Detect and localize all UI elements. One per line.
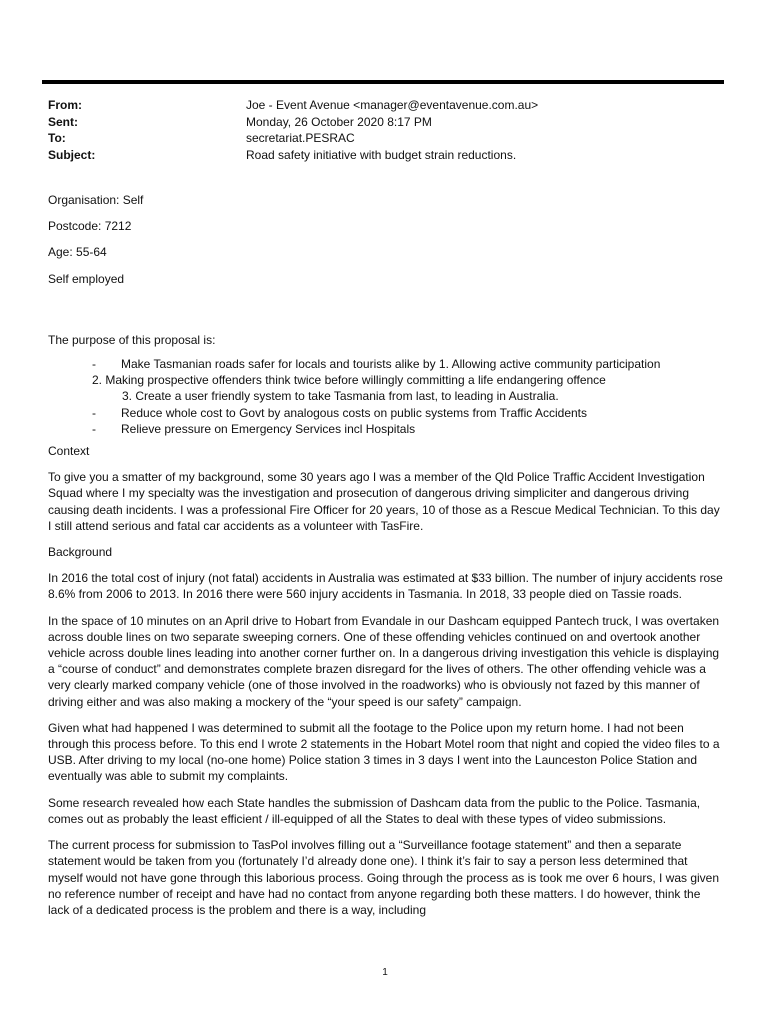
- header-rule: [42, 80, 724, 84]
- background-paragraph-3: Given what had happened I was determined to submit all the footage to the Police upon my return home. I had not been through this process before. To this end I wrote 2 statements in the Hobart Motel room that night and copied the video files to a USB. After driving to my local (no-one home) Police station 3 times in 3 days I went into the Launceston Police Station and eventually was able to submit my complaints.: [48, 720, 720, 784]
- email-body: [48, 192, 724, 928]
- bullet-text: Relieve pressure on Emergency Services incl Hospitals: [121, 421, 416, 436]
- sent-value: Monday, 26 October 2020 8:17 PM: [246, 114, 432, 129]
- context-heading: Context: [48, 444, 90, 459]
- background-paragraph-2: In the space of 10 minutes on an April drive to Hobart from Evandale in our Dashcam equipped Pantech truck, I was overtaken across double lines on two separate sweeping corners. One of these offending vehicles continued on and overtook another vehicle across double lines leading into another corner further on. In a dangerous driving investigation this vehicle is displaying a “course of conduct” and demonstrates complete brazen disregard for the lives of others. The other offending vehicle was a very clearly marked company vehicle (one of those involved in the roadworks) who is obviously not fazed by this manner of driving either and was also making a mockery of the “your speed is our safety” campaign.: [48, 613, 720, 709]
- to-row: [48, 130, 724, 147]
- purpose-intro: The purpose of this proposal is:: [48, 332, 216, 347]
- list-item: [48, 421, 724, 437]
- from-value: Joe - Event Avenue <manager@eventavenue.com.au>: [246, 98, 539, 112]
- sent-row: [48, 114, 724, 131]
- purpose-list: [48, 356, 724, 437]
- background-heading: Background: [48, 545, 113, 560]
- email-header: [48, 97, 724, 163]
- to-value: secretariat.PESRAC: [246, 131, 355, 145]
- from-label: From:: [48, 98, 82, 112]
- organisation-line: Organisation: Self: [48, 193, 144, 207]
- background-paragraph-5: The current process for submission to TasPol involves filling out a “Surveillance footage statement” and then a separate statement would be taken from you (fortunately I’d already done one). I think it’s fair to say a person less determined that myself would not have gone through this laborious process. Going through the process as is took me over 6 hours, I was given no reference number of receipt and have had no contact from anyone regarding both these matters. I do however, think the lack of a dedicated process is the problem and there is a way, including: [48, 838, 720, 917]
- employment-line: Self employed: [48, 271, 125, 286]
- age-line: Age: 55-64: [48, 245, 107, 260]
- submitter-details: [48, 192, 724, 287]
- bullet-dash: -: [92, 421, 96, 436]
- background-paragraph-1: In 2016 the total cost of injury (not fatal) accidents in Australia was estimated at $33 billion. The number of injury accidents rose 8.6% from 2006 to 2013. In 2016 there were 560 injury accidents in Tasmania. In 2018, 33 people died on Tassie roads.: [48, 571, 723, 602]
- list-item: [48, 356, 724, 372]
- page-number: 1: [382, 967, 388, 978]
- to-label: To:: [48, 131, 66, 145]
- bullet-text: 3. Create a user friendly system to take Tasmania from last, to leading in Australia.: [122, 389, 559, 404]
- bullet-text: Reduce whole cost to Govt by analogous costs on public systems from Traffic Accidents: [121, 405, 588, 420]
- sent-label: Sent:: [48, 114, 78, 129]
- bullet-dash: -: [92, 405, 96, 420]
- context-paragraph: To give you a smatter of my background, some 30 years ago I was a member of the Qld Police Traffic Accident Investigation Squad where I my specialty was the investigation and prosecution of dangerous driving simpliciter and dangerous driving causing death incidents. I was a professional Fire Officer for 20 years, 10 of those as a Rescue Medical Technician. To this day I still attend serious and fatal car accidents as a volunteer with TasFire.: [48, 470, 720, 533]
- from-row: [48, 97, 724, 114]
- subject-value: Road safety initiative with budget strain reductions.: [246, 147, 517, 162]
- bullet-text: Make Tasmanian roads safer for locals and tourists alike by 1. Allowing active community participation: [121, 357, 661, 372]
- background-paragraph-4: Some research revealed how each State handles the submission of Dashcam data from the public to the Police. Tasmania, comes out as probably the least efficient / ill-equipped of all the States to deal with these types of video submissions.: [48, 795, 701, 826]
- bullet-dash: -: [92, 357, 96, 372]
- subject-label: Subject:: [48, 147, 96, 162]
- bullet-text: 2. Making prospective offenders think twice before willingly committing a life endangering offence: [92, 373, 606, 388]
- subject-row: [48, 147, 724, 164]
- list-item: [48, 372, 724, 388]
- postcode-line: Postcode: 7212: [48, 219, 132, 234]
- list-item: [48, 388, 724, 404]
- list-item: [48, 405, 724, 421]
